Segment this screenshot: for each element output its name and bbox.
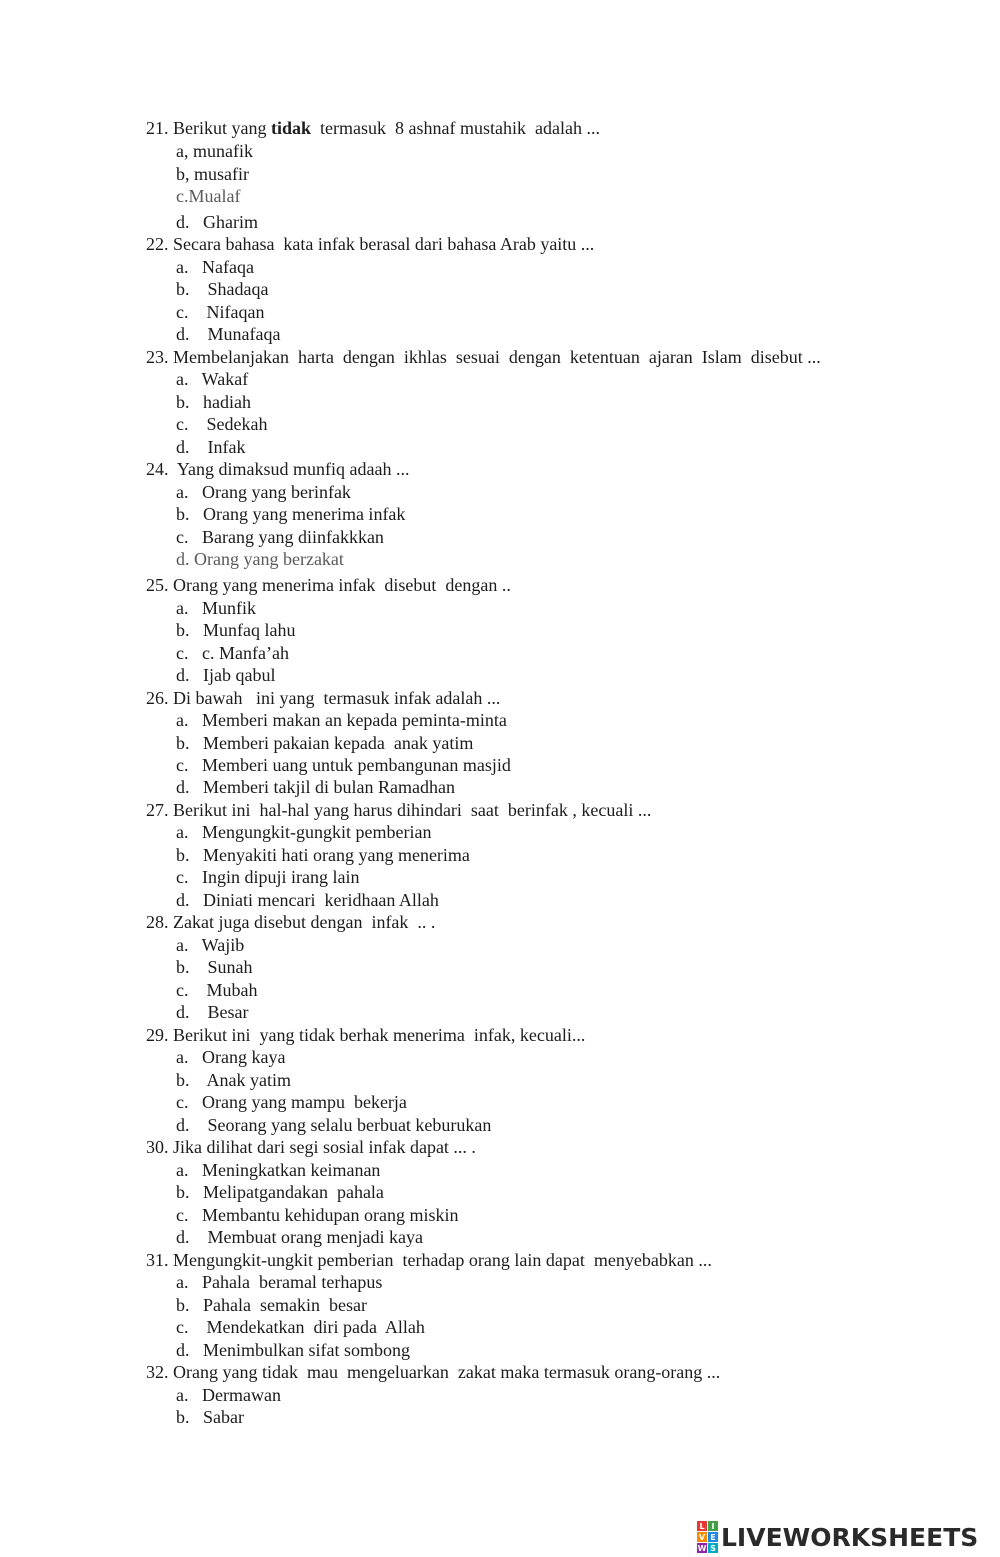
option-29b[interactable]: b. Anak yatim [176,1070,291,1090]
question-28: 28. Zakat juga disebut dengan infak .. . [146,912,436,932]
option-21c[interactable]: c.Mualaf [176,186,241,206]
question-32: 32. Orang yang tidak mau mengeluarkan zakat maka termasuk orang-orang ... [146,1362,721,1382]
option-32a[interactable]: a. Dermawan [176,1385,281,1405]
option-29c[interactable]: c. Orang yang mampu bekerja [176,1092,407,1112]
option-28c[interactable]: c. Mubah [176,980,258,1000]
option-21a[interactable]: a, munafik [176,141,253,161]
option-23a[interactable]: a. Wakaf [176,369,249,389]
option-26d[interactable]: d. Memberi takjil di bulan Ramadhan [176,777,455,797]
option-27b[interactable]: b. Menyakiti hati orang yang menerima [176,845,470,865]
option-22c[interactable]: c. Nifaqan [176,302,265,322]
logo-cell: S [708,1543,718,1553]
option-24c[interactable]: c. Barang yang diinfakkkan [176,527,384,547]
option-24b[interactable]: b. Orang yang menerima infak [176,504,406,524]
option-30c[interactable]: c. Membantu kehidupan orang miskin [176,1205,459,1225]
logo-cell: V [698,1532,706,1542]
liveworksheets-logo [697,1520,978,1554]
option-26a[interactable]: a. Memberi makan an kepada peminta-minta [176,710,507,730]
question-29: 29. Berikut ini yang tidak berhak menerima infak, kecuali... [146,1025,586,1045]
option-25a[interactable]: a. Munfik [176,598,256,618]
option-22a[interactable]: a. Nafaqa [176,257,254,277]
question-21: 21. Berikut yang tidak termasuk 8 ashnaf mustahik adalah ... [146,118,600,138]
question-26: 26. Di bawah ini yang termasuk infak adalah ... [146,688,501,708]
question-23: 23. Membelanjakan harta dengan ikhlas sesuai dengan ketentuan ajaran Islam disebut ... [146,347,821,367]
option-29a[interactable]: a. Orang kaya [176,1047,286,1067]
option-30b[interactable]: b. Melipatgandakan pahala [176,1182,384,1202]
option-23b[interactable]: b. hadiah [176,392,251,412]
option-25c[interactable]: c. c. Manfa’ah [176,643,289,663]
option-24d[interactable]: d. Orang yang berzakat [176,549,344,569]
option-32b[interactable]: b. Sabar [176,1407,244,1427]
option-29d[interactable]: d. Seorang yang selalu berbuat keburukan [176,1115,492,1135]
option-25d[interactable]: d. Ijab qabul [176,665,276,685]
option-28a[interactable]: a. Wajib [176,935,245,955]
option-31a[interactable]: a. Pahala beramal terhapus [176,1272,383,1292]
option-21d[interactable]: d. Gharim [176,212,258,232]
question-24: 24. Yang dimaksud munfiq adaah ... [146,459,410,479]
question-30: 30. Jika dilihat dari segi sosial infak dapat ... . [146,1137,476,1157]
option-26c[interactable]: c. Memberi uang untuk pembangunan masjid [176,755,511,775]
question-25: 25. Orang yang menerima infak disebut dengan .. [146,575,511,595]
option-31c[interactable]: c. Mendekatkan diri pada Allah [176,1317,425,1337]
emphasis-word: tidak [270,118,312,138]
option-21b[interactable]: b, musafir [176,164,249,184]
option-22d[interactable]: d. Munafaqa [176,324,281,344]
option-23d[interactable]: d. Infak [176,437,246,457]
logo-cell: L [697,1521,707,1531]
option-28d[interactable]: d. Besar [176,1002,249,1022]
option-22b[interactable]: b. Shadaqa [176,279,269,299]
option-24a[interactable]: a. Orang yang berinfak [176,482,351,502]
question-22: 22. Secara bahasa kata infak berasal dari bahasa Arab yaitu ... [146,234,595,254]
option-23c[interactable]: c. Sedekah [176,414,268,434]
question-31: 31. Mengungkit-ungkit pemberian terhadap orang lain dapat menyebabkan ... [146,1250,712,1270]
option-27a[interactable]: a. Mengungkit-gungkit pemberian [176,822,432,842]
option-25b[interactable]: b. Munfaq lahu [176,620,296,640]
option-30d[interactable]: d. Membuat orang menjadi kaya [176,1227,423,1247]
logo-cell: E [708,1532,718,1542]
option-27c[interactable]: c. Ingin dipuji irang lain [176,867,360,887]
option-27d[interactable]: d. Diniati mencari keridhaan Allah [176,890,439,910]
option-26b[interactable]: b. Memberi pakaian kepada anak yatim [176,733,474,753]
brand-name: LIVEWORKSHEETS [721,1522,979,1552]
logo-cell: W [697,1543,707,1553]
logo-cell: I [708,1521,718,1531]
option-30a[interactable]: a. Meningkatkan keimanan [176,1160,381,1180]
logo-grid-icon [697,1521,718,1553]
option-31b[interactable]: b. Pahala semakin besar [176,1295,367,1315]
option-31d[interactable]: d. Menimbulkan sifat sombong [176,1340,410,1360]
option-28b[interactable]: b. Sunah [176,957,253,977]
question-27: 27. Berikut ini hal-hal yang harus dihindari saat berinfak , kecuali ... [146,800,652,820]
